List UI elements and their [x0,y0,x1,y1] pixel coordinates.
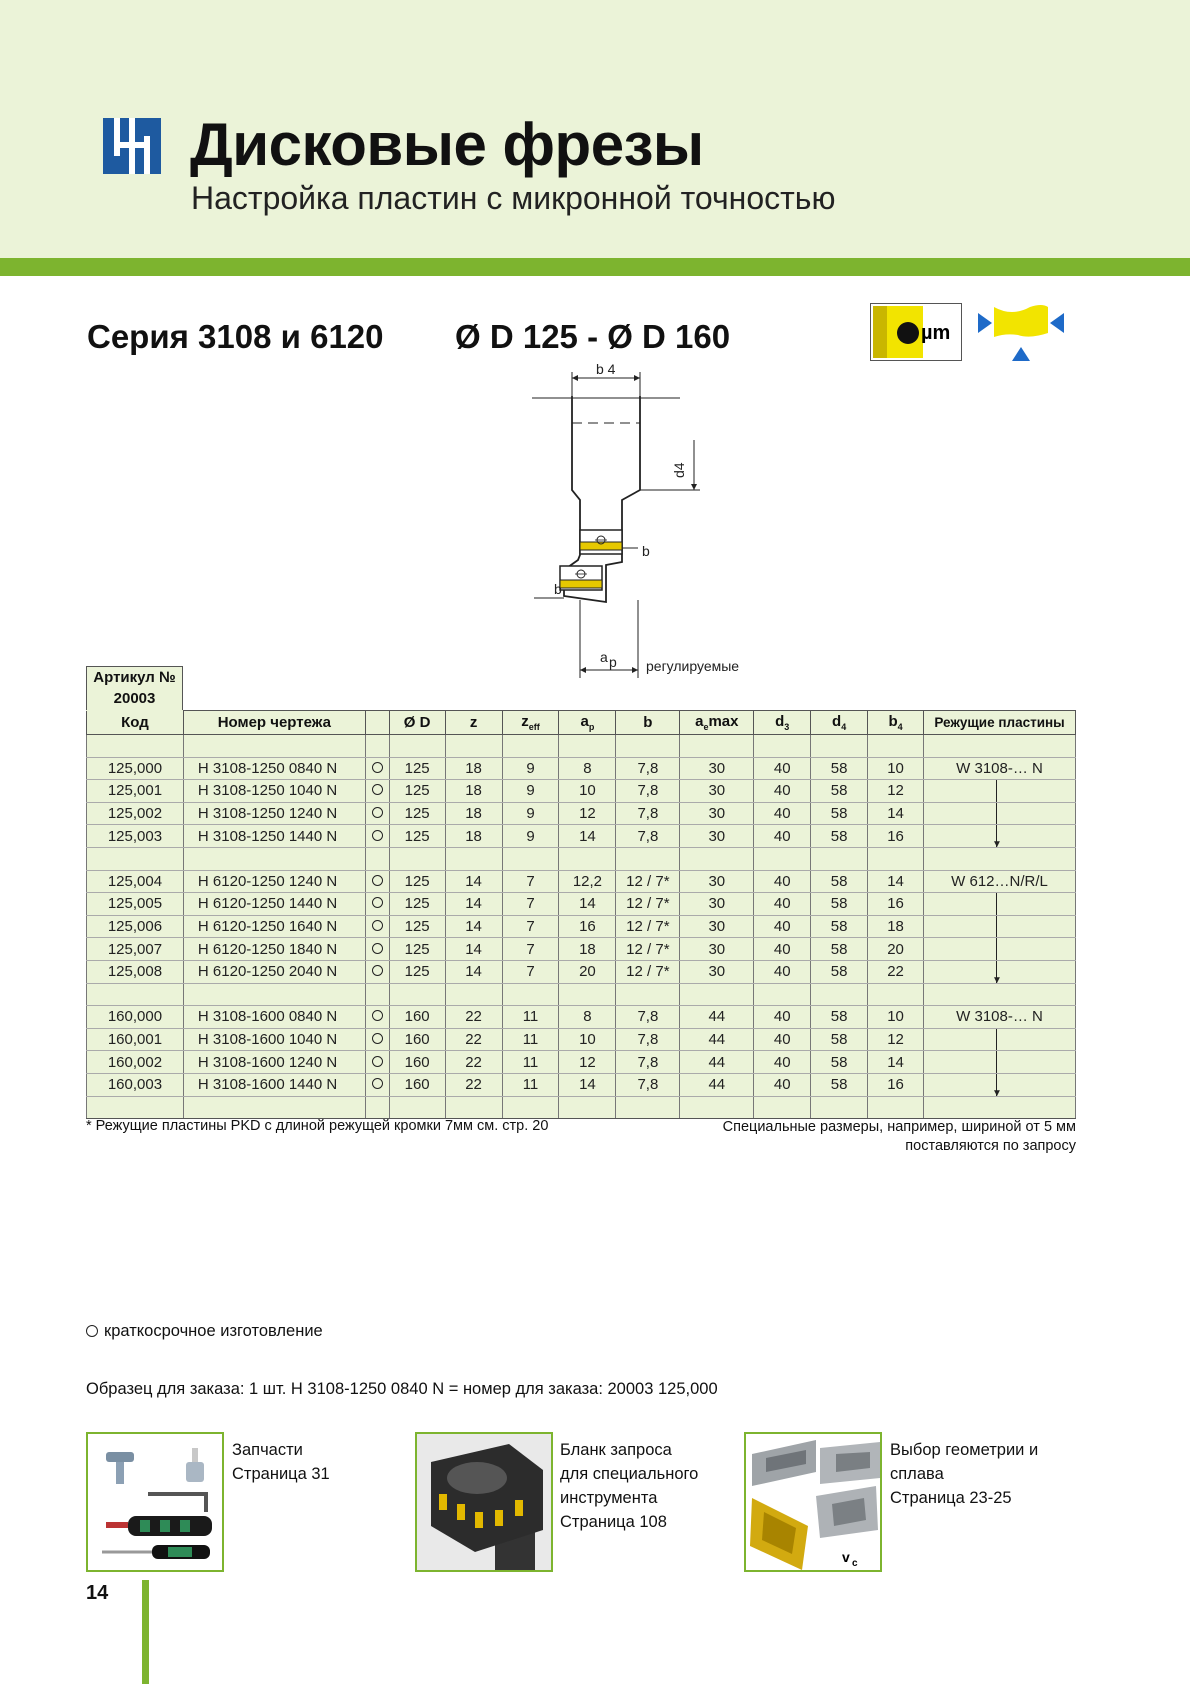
arrow-down-icon: ▼ [992,974,1002,986]
table-row [87,938,1076,961]
diameter-cell: 125 [389,802,445,825]
zeff-cell: 7 [502,870,559,893]
drawing-number-cell: H 3108-1250 1040 N [183,780,365,803]
legend-label: краткосрочное изготовление [104,1322,323,1340]
diameter-cell: 125 [389,757,445,780]
diameter-cell: 125 [389,960,445,983]
z-cell: 18 [445,757,502,780]
code-cell: 160,003 [87,1073,184,1096]
page-number: 14 [86,1582,109,1604]
short-term-circle-icon [372,1033,383,1044]
aemax-cell: 30 [680,870,754,893]
z-cell: 18 [445,780,502,803]
continuation-line [996,938,997,960]
ap-cell: 10 [559,780,616,803]
arrow-down-icon: ▼ [992,1087,1002,1099]
svg-text:a: a [600,649,608,665]
b4-cell: 16 [868,1073,924,1096]
diameter-cell: 125 [389,780,445,803]
insert-cell [924,825,1076,848]
header-zeff: $z_{eff}$ [502,711,559,735]
marker-cell [365,1028,389,1051]
zeff-cell: 7 [502,960,559,983]
z-cell: 14 [445,915,502,938]
z-cell: 22 [445,1073,502,1096]
special-tool-icon [417,1434,553,1572]
page-subtitle: Настройка пластин с микронной точностью [191,180,836,216]
diameter-cell: 125 [389,893,445,916]
code-cell: 125,005 [87,893,184,916]
table-row [87,802,1076,825]
cutter-drawing [520,360,760,680]
spacer-row [87,847,1076,870]
aemax-cell: 30 [680,802,754,825]
b-cell: 7,8 [616,757,680,780]
zeff-cell: 11 [502,1073,559,1096]
d4-cell: 58 [811,870,868,893]
drawing-number-cell: H 3108-1250 0840 N [183,757,365,780]
insert-cell [924,1051,1076,1074]
drawing-number-cell: H 6120-1250 1440 N [183,893,365,916]
diameter-cell: 160 [389,1028,445,1051]
special-note-line-1: Специальные размеры, например, шириной от 5 мм [722,1119,1076,1135]
spacer-row [87,983,1076,1006]
table-row [87,825,1076,848]
continuation-line [996,893,997,915]
diameter-range: Ø D 125 - Ø D 160 [455,318,731,355]
z-cell: 14 [445,870,502,893]
b-cell: 7,8 [616,802,680,825]
series-label: Серия 3108 и 6120 [87,318,384,355]
z-cell: 14 [445,893,502,916]
d4-cell: 58 [811,893,868,916]
z-cell: 22 [445,1051,502,1074]
page-bar [142,1580,149,1684]
marker-cell [365,780,389,803]
code-cell: 160,002 [87,1051,184,1074]
diameter-cell: 125 [389,825,445,848]
d4-cell: 58 [811,960,868,983]
short-term-circle-icon [372,1056,383,1067]
aemax-cell: 30 [680,825,754,848]
insert-cell [924,915,1076,938]
short-term-circle-icon [372,943,383,954]
svg-text:b: b [554,581,562,597]
d3-cell: 40 [754,1006,811,1029]
insert-cell: W 3108-… N [924,757,1076,780]
drawing-number-cell: H 6120-1250 1640 N [183,915,365,938]
ap-cell: 8 [559,1006,616,1029]
continuation-line [996,803,997,825]
spacer-row [87,735,1076,758]
marker-cell [365,870,389,893]
z-cell: 18 [445,825,502,848]
code-cell: 125,007 [87,938,184,961]
spare-parts-thumbnail[interactable] [86,1432,224,1572]
insert-geometry-thumbnail[interactable] [744,1432,882,1572]
code-cell: 125,002 [87,802,184,825]
insert-cell [924,1073,1076,1099]
short-term-circle-icon [372,762,383,773]
diameter-cell: 160 [389,1051,445,1074]
marker-cell [365,757,389,780]
b-cell: 7,8 [616,1051,680,1074]
b-cell: 12 / 7* [616,938,680,961]
legend [86,1322,323,1341]
b-cell: 12 / 7* [616,870,680,893]
svg-text:v: v [842,1549,850,1565]
table-row [87,960,1076,983]
b-cell: 7,8 [616,780,680,803]
z-cell: 22 [445,1006,502,1029]
header-b4: $b_4$ [868,711,924,735]
d3-cell: 40 [754,870,811,893]
table-row [87,893,1076,916]
aemax-cell: 30 [680,960,754,983]
aemax-cell: 44 [680,1051,754,1074]
short-term-circle-icon [372,807,383,818]
marker-cell [365,893,389,916]
header-code: Код [87,711,184,735]
marker-cell [365,960,389,983]
d4-cell: 58 [811,802,868,825]
d4-cell: 58 [811,1028,868,1051]
d3-cell: 40 [754,1028,811,1051]
svg-text:регулируемые: регулируемые [646,658,740,674]
ap-cell: 12 [559,802,616,825]
header-inserts: Режущие пластины [924,711,1076,735]
adjustable-insert-icon [976,303,1066,363]
b-cell: 7,8 [616,1006,680,1029]
d4-cell: 58 [811,938,868,961]
header-z: z [445,711,502,735]
header-drawing-no: Номер чертежа [183,711,365,735]
b4-cell: 10 [868,757,924,780]
drawing-number-cell: H 3108-1600 1440 N [183,1073,365,1096]
header-diameter: Ø D [389,711,445,735]
table-header [87,711,1076,735]
marker-cell [365,1006,389,1029]
b-cell: 12 / 7* [616,915,680,938]
code-cell: 125,006 [87,915,184,938]
short-term-circle-icon [372,830,383,841]
ap-cell: 14 [559,1073,616,1096]
insert-cell [924,960,1076,986]
aemax-cell: 30 [680,938,754,961]
svg-text:b: b [642,543,650,559]
marker-cell [365,802,389,825]
d3-cell: 40 [754,780,811,803]
order-example: Образец для заказа: 1 шт. H 3108-1250 0840 N = номер для заказа: 20003 125,000 [86,1380,718,1398]
aemax-cell: 44 [680,1006,754,1029]
um-label: µm [921,322,951,344]
b4-cell: 10 [868,1006,924,1029]
diameter-cell: 125 [389,915,445,938]
table-row [87,1006,1076,1029]
header-ap: $a_p$ [559,711,616,735]
zeff-cell: 11 [502,1006,559,1029]
spare-parts-icon [88,1434,224,1572]
b-cell: 7,8 [616,825,680,848]
continuation-line [996,916,997,938]
header-d4: $d_4$ [811,711,868,735]
insert-geometry-icon [746,1434,882,1572]
short-term-circle-icon [372,875,383,886]
company-logo-icon [103,118,161,174]
code-cell: 125,000 [87,757,184,780]
svg-text:c: c [852,1558,858,1569]
marker-cell [365,1051,389,1074]
short-term-circle-icon [372,784,383,795]
d3-cell: 40 [754,757,811,780]
article-number-title: Артикул № [93,669,176,686]
drawing-number-cell: H 3108-1250 1440 N [183,825,365,848]
code-cell: 125,003 [87,825,184,848]
code-cell: 125,008 [87,960,184,983]
arrow-down-icon: ▼ [992,838,1002,850]
table-row [87,1051,1076,1074]
insert-cell [924,893,1076,916]
zeff-cell: 7 [502,938,559,961]
short-term-circle-icon [372,897,383,908]
d3-cell: 40 [754,915,811,938]
b4-cell: 12 [868,780,924,803]
b-cell: 7,8 [616,1028,680,1051]
short-term-circle-icon [372,1078,383,1089]
d4-cell: 58 [811,780,868,803]
table-row [87,780,1076,803]
ap-cell: 16 [559,915,616,938]
d4-cell: 58 [811,1051,868,1074]
continuation-line [996,1051,997,1073]
marker-cell [365,1073,389,1096]
ap-cell: 20 [559,960,616,983]
short-term-circle-icon [372,965,383,976]
table-row [87,757,1076,780]
short-term-circle-icon [372,920,383,931]
micron-adjust-icon [870,303,962,361]
special-note-line-2: поставляются по запросу [905,1138,1076,1154]
zeff-cell: 7 [502,893,559,916]
ap-cell: 8 [559,757,616,780]
b4-cell: 14 [868,870,924,893]
zeff-cell: 9 [502,757,559,780]
diameter-cell: 125 [389,938,445,961]
b4-cell: 16 [868,825,924,848]
b4-cell: 14 [868,1051,924,1074]
d3-cell: 40 [754,893,811,916]
d3-cell: 40 [754,938,811,961]
diameter-cell: 160 [389,1073,445,1096]
z-cell: 22 [445,1028,502,1051]
table-row [87,1073,1076,1096]
zeff-cell: 11 [502,1028,559,1051]
header-marker [365,711,389,735]
d4-cell: 58 [811,757,868,780]
spec-table [86,710,1076,1119]
d3-cell: 40 [754,1051,811,1074]
z-cell: 14 [445,960,502,983]
special-tool-thumbnail[interactable] [415,1432,553,1572]
special-sizes-note [686,1118,1076,1156]
b-cell: 7,8 [616,1073,680,1096]
drawing-number-cell: H 6120-1250 1840 N [183,938,365,961]
diameter-cell: 160 [389,1006,445,1029]
header-b: b [616,711,680,735]
code-cell: 125,001 [87,780,184,803]
z-cell: 14 [445,938,502,961]
aemax-cell: 30 [680,780,754,803]
article-number: 20003 [113,690,156,707]
d3-cell: 40 [754,802,811,825]
ap-cell: 14 [559,825,616,848]
drawing-number-cell: H 3108-1600 1040 N [183,1028,365,1051]
ap-cell: 12,2 [559,870,616,893]
special-tool-text[interactable]: Бланк запроса для специального инструмента Страница 108 [560,1441,699,1531]
svg-text:d4: d4 [671,462,687,478]
code-cell: 160,001 [87,1028,184,1051]
aemax-cell: 30 [680,757,754,780]
b4-cell: 14 [868,802,924,825]
b4-cell: 18 [868,915,924,938]
marker-cell [365,915,389,938]
ap-cell: 10 [559,1028,616,1051]
marker-cell [365,825,389,848]
ap-cell: 18 [559,938,616,961]
zeff-cell: 9 [502,780,559,803]
d4-cell: 58 [811,1006,868,1029]
header-d3: $d_3$ [754,711,811,735]
d3-cell: 40 [754,960,811,983]
b-cell: 12 / 7* [616,893,680,916]
drawing-number-cell: H 3108-1250 1240 N [183,802,365,825]
svg-text:b 4: b 4 [596,361,616,377]
d4-cell: 58 [811,1073,868,1096]
spacer-row [87,1096,1076,1119]
drawing-number-cell: H 6120-1250 2040 N [183,960,365,983]
aemax-cell: 44 [680,1028,754,1051]
ap-cell: 14 [559,893,616,916]
insert-cell [924,1028,1076,1051]
article-number-box [86,666,183,711]
drawing-number-cell: H 3108-1600 1240 N [183,1051,365,1074]
ap-cell: 12 [559,1051,616,1074]
short-term-circle-icon [86,1325,98,1337]
zeff-cell: 9 [502,802,559,825]
svg-text:p: p [609,654,617,670]
b-cell: 12 / 7* [616,960,680,983]
d4-cell: 58 [811,915,868,938]
insert-cell: W 612…N/R/L [924,870,1076,893]
diameter-cell: 125 [389,870,445,893]
d4-cell: 58 [811,825,868,848]
zeff-cell: 9 [502,825,559,848]
insert-cell: W 3108-… N [924,1006,1076,1029]
drawing-number-cell: H 3108-1600 0840 N [183,1006,365,1029]
table-row [87,915,1076,938]
spare-parts-text[interactable]: Запчасти Страница 31 [232,1441,330,1483]
continuation-line [996,1029,997,1051]
b4-cell: 16 [868,893,924,916]
insert-cell [924,938,1076,961]
b4-cell: 22 [868,960,924,983]
header-aemax: $a_e\max$ [680,711,754,735]
table-row [87,1028,1076,1051]
page-title: Дисковые фрезы [190,111,704,178]
aemax-cell: 30 [680,893,754,916]
code-cell: 160,000 [87,1006,184,1029]
b4-cell: 12 [868,1028,924,1051]
zeff-cell: 11 [502,1051,559,1074]
d3-cell: 40 [754,1073,811,1096]
d3-cell: 40 [754,825,811,848]
marker-cell [365,938,389,961]
aemax-cell: 30 [680,915,754,938]
insert-cell [924,780,1076,803]
b4-cell: 20 [868,938,924,961]
continuation-line [996,780,997,802]
zeff-cell: 7 [502,915,559,938]
insert-geometry-text[interactable]: Выбор геометрии и сплава Страница 23-25 [890,1441,1039,1507]
footnote: * Режущие пластины PKD с длиной режущей кромки 7мм см. стр. 20 [86,1118,549,1134]
header-rule [0,258,1190,276]
z-cell: 18 [445,802,502,825]
code-cell: 125,004 [87,870,184,893]
drawing-number-cell: H 6120-1250 1240 N [183,870,365,893]
table-row [87,870,1076,893]
aemax-cell: 44 [680,1073,754,1096]
insert-cell [924,802,1076,825]
short-term-circle-icon [372,1010,383,1021]
